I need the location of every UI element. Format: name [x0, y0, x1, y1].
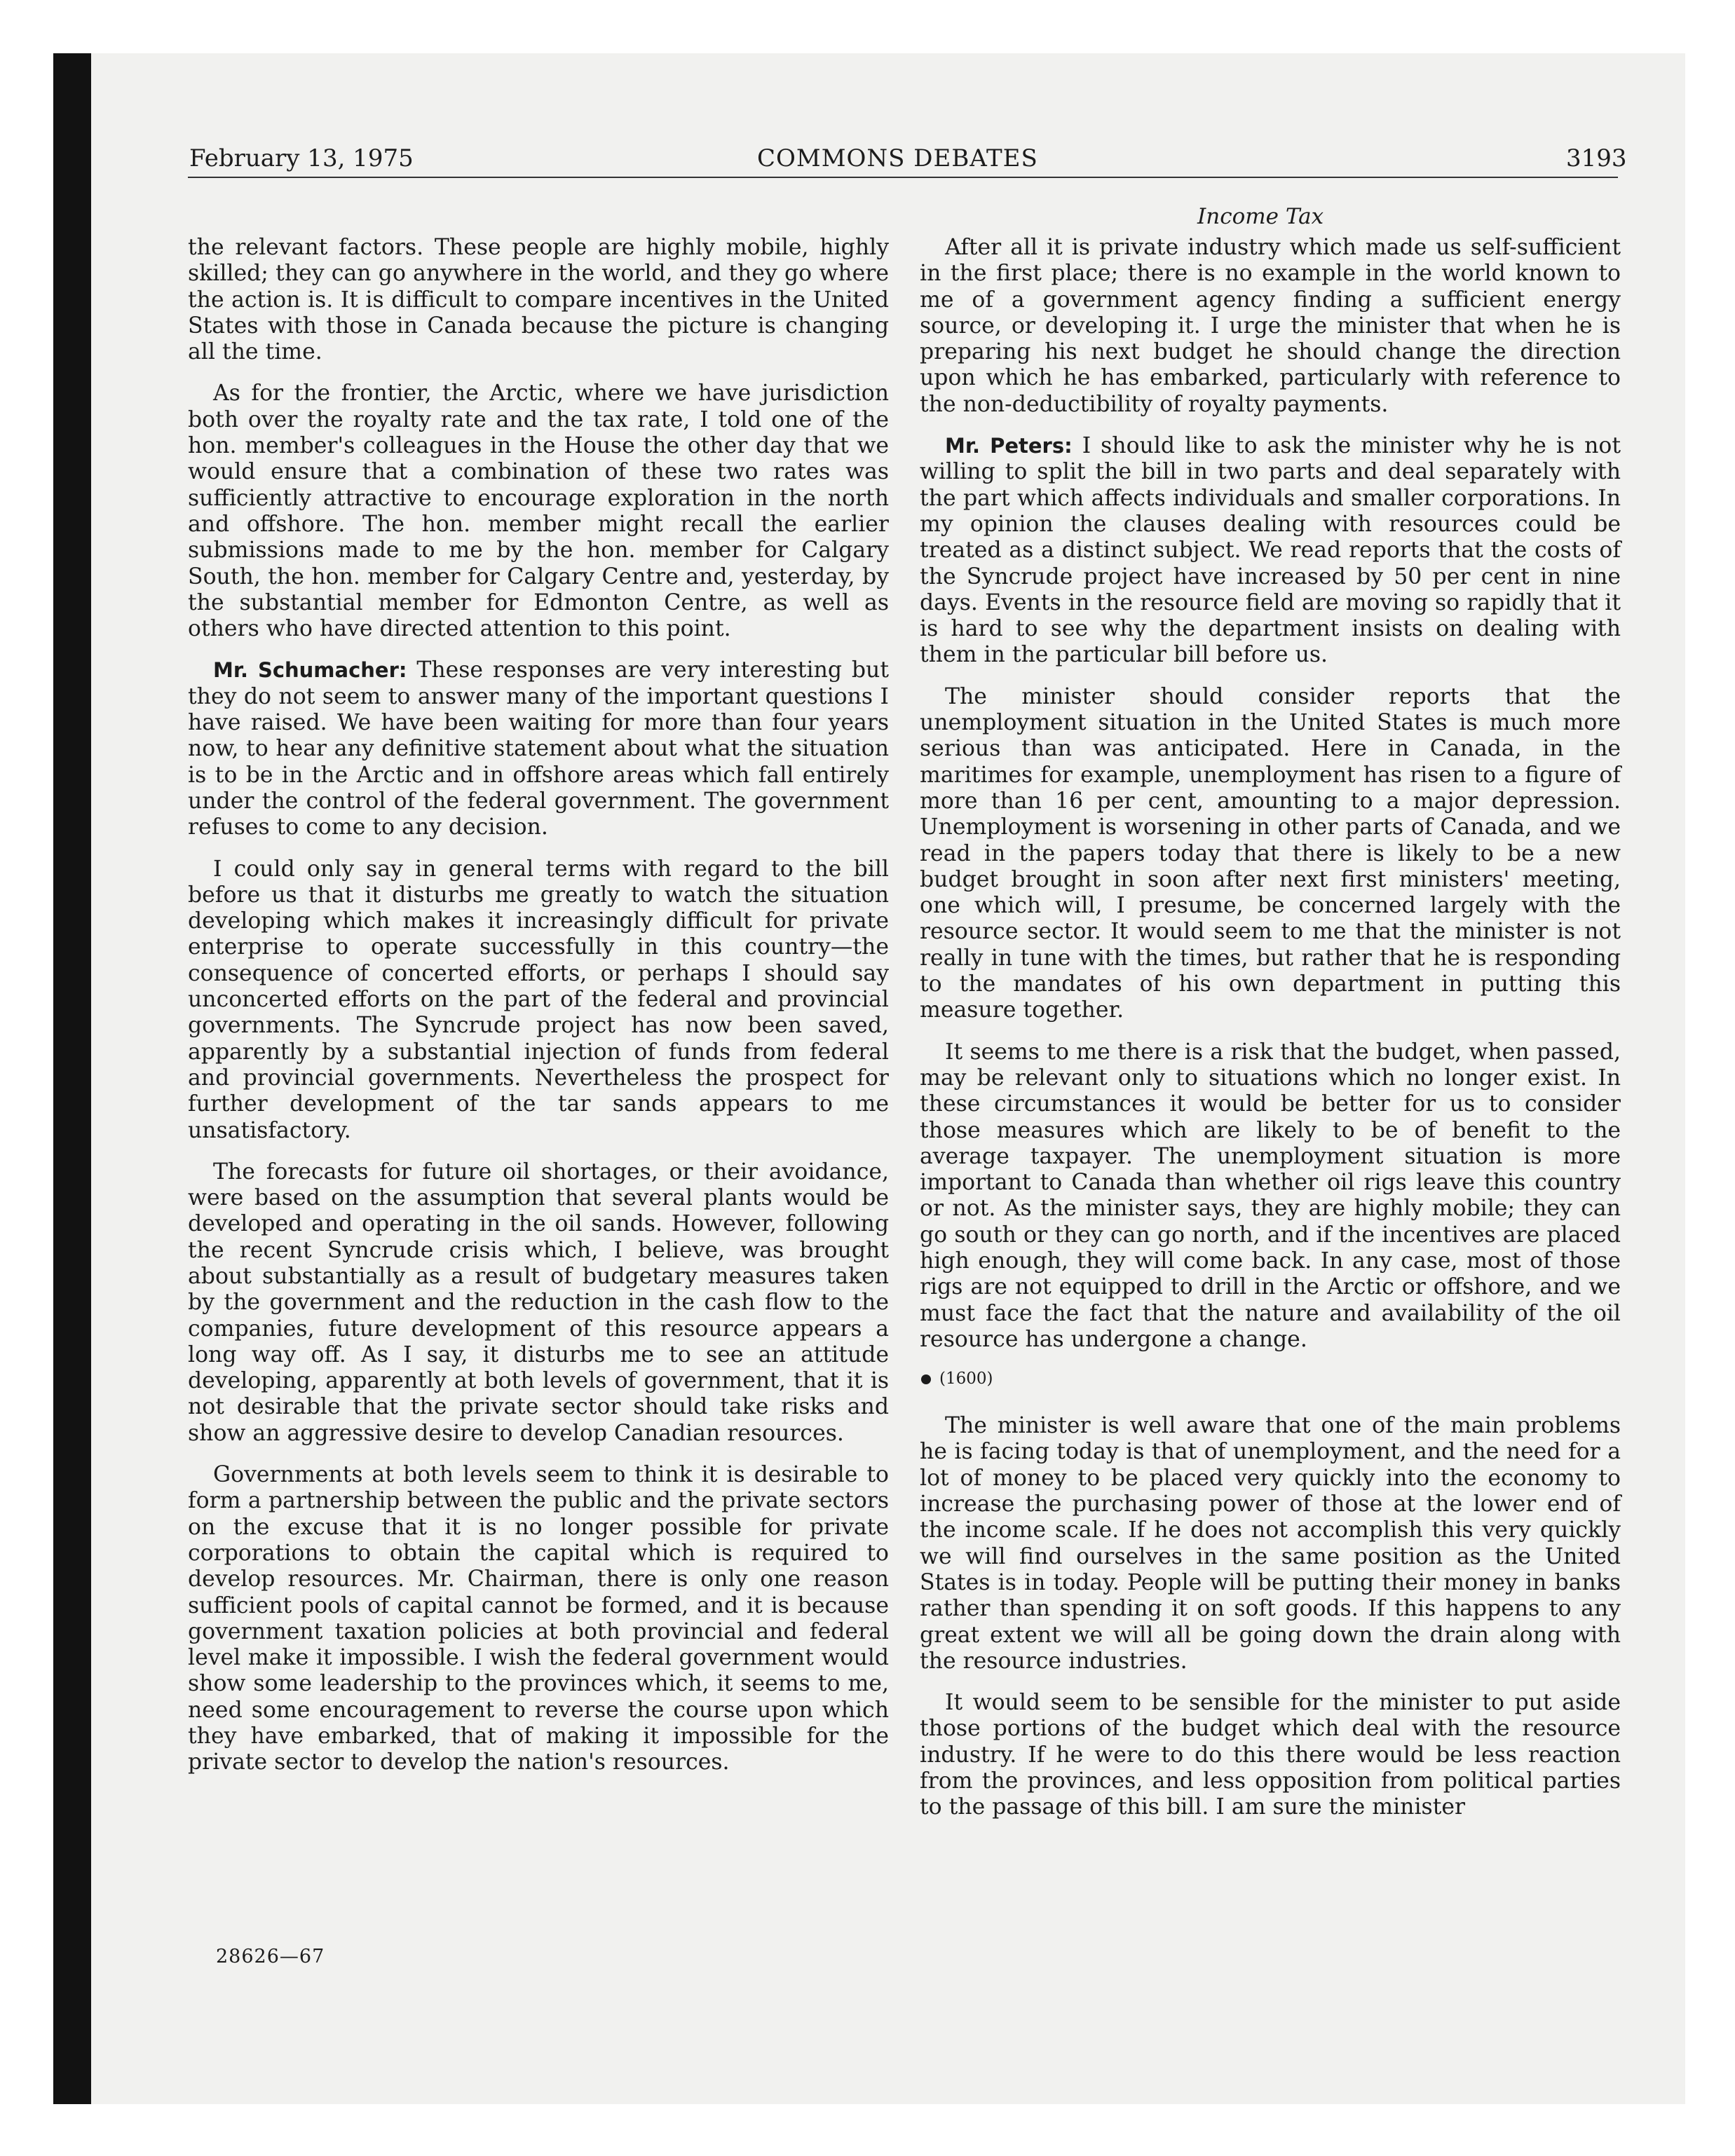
paragraph: After all it is private industry which made us self-sufficient in the first place; there is no example in the world known to me of a government agency finding a sufficient energy source, or developing it. I urge the minister that when he is preparing his next budget he should change the direction upon which he has embarked, particularly with reference to the non-deductibility of royalty payments.	[920, 235, 1621, 417]
speaker-name: Mr. Schumacher:	[213, 658, 407, 683]
footer-code: 28626—67	[216, 1946, 325, 1967]
right-column	[920, 235, 1621, 1836]
paragraph: the relevant factors. These people are highly mobile, highly skilled; they can go anywhere in the world, and they go where the action is. It is difficult to compare incentives in the United States with those in Canada because the picture is changing all the time.	[188, 235, 889, 365]
header-rule	[188, 177, 1618, 178]
speaker-name: Mr. Peters:	[945, 434, 1073, 458]
speech-paragraph	[920, 433, 1621, 669]
speech-text: I should like to ask the minister why he is not willing to split the bill in two parts and deal separately with the part which affects individuals and smaller corporations. In my opinion the clauses dealing with resources could be treated as a distinct subject. We read reports that the costs of the Syncrude project have increased by 50 per cent in nine days. Events in the resource field are moving so rapidly that it is hard to see why the department insists on dealing with them in the particular bill before us.	[920, 433, 1621, 668]
left-column	[188, 235, 889, 1792]
paragraph: The minister is well aware that one of the main problems he is facing today is that of unemployment, and the need for a lot of money to be placed very quickly into the economy to increase the purchasing power of those at the lower end of the income scale. If he does not accomplish this very quickly we will find ourselves in the same position as the United States is in today. People will be putting their money in banks rather than spending it on soft goods. If this happens to any great extent we will all be going down the drain along with the resource industries.	[920, 1413, 1621, 1674]
speech-paragraph	[188, 657, 889, 840]
paragraph: I could only say in general terms with regard to the bill before us that it disturbs me greatly to watch the situation developing which makes it increasingly difficult for private enterprise to operate successfully in this country—the consequence of concerted efforts, or perhaps I should say unconcerted efforts on the part of the federal and provincial governments. The Syncrude project has now been saved, apparently by a substantial injection of funds from federal and provincial governments. Nevertheless the prospect for further development of the tar sands appears to me unsatisfactory.	[188, 856, 889, 1143]
header-date: February 13, 1975	[189, 144, 414, 172]
paragraph: Governments at both levels seem to think it is desirable to form a partnership between the public and the private sectors on the excuse that it is no longer possible for private corporations to obtain the capital which is required to develop resources. Mr. Chairman, there is only one reason sufficient pools of capital cannot be formed, and it is because government taxation policies at both provincial and federal level make it impossible. I wish the federal government would show some leadership to the provinces which, it seems to me, need some encouragement to reverse the course upon which they have embarked, that of making it impossible for the private sector to develop the nation's resources.	[188, 1462, 889, 1775]
bullet-icon	[921, 1374, 931, 1384]
paragraph: It would seem to be sensible for the minister to put aside those portions of the budget which deal with the resource industry. If he were to do this there would be less reaction from the provinces, and less opposition from political parties to the passage of this bill. I am sure the minister	[920, 1690, 1621, 1820]
paragraph: It seems to me there is a risk that the budget, when passed, may be relevant only to situations which no longer exist. In these circumstances it would be better for us to consider those measures which are likely to be of benefit to the average taxpayer. The unemployment situation is more important to Canada than whether oil rigs leave this country or not. As the minister says, they are highly mobile; they can go south or they can go north, and if the incentives are placed high enough, they will come back. In any case, most of those rigs are not equipped to drill in the Arctic or offshore, and we must face the fact that the nature and availability of the oil resource has undergone a change.	[920, 1039, 1621, 1352]
header-page-number: 3193	[1566, 144, 1627, 172]
paragraph: The minister should consider reports that the unemployment situation in the United States is much more serious than was anticipated. Here in Canada, in the maritimes for example, unemployment has risen to a figure of more than 16 per cent, amounting to a major depression. Unemployment is worsening in other parts of Canada, and we read in the papers today that there is likely to be a new budget brought in soon after next first ministers' meeting, one which will, I presume, be concerned largely with the resource sector. It would seem to me that the minister is not really in tune with the times, but rather that he is responding to the mandates of his own department in putting this measure together.	[920, 683, 1621, 1023]
speech-text: These responses are very interesting but they do not seem to answer many of the important questions I have raised. We have been waiting for more than four years now, to hear any definitive statement about what the situation is to be in the Arctic and in offshore areas which fall entirely under the control of the federal government. The government refuses to come to any decision.	[188, 657, 890, 840]
scan-binding-edge	[53, 53, 91, 2104]
timestamp-marker	[920, 1368, 1621, 1389]
header-title: COMMONS DEBATES	[757, 144, 1038, 172]
paragraph: The forecasts for future oil shortages, or their avoidance, were based on the assumption that several plants would be developed and operating in the oil sands. However, following the recent Syncrude crisis which, I believe, was brought about substantially as a result of budgetary measures taken by the government and the reduction in the cash flow to the companies, future development of this resource appears a long way off. As I say, it disturbs me to see an attitude developing, apparently at both levels of government, that it is not desirable that the private sector should take risks and show an aggressive desire to develop Canadian resources.	[188, 1159, 889, 1446]
timestamp-text: (1600)	[939, 1370, 993, 1389]
running-head: Income Tax	[1197, 204, 1324, 229]
paragraph: As for the frontier, the Arctic, where we have jurisdiction both over the royalty rate and the tax rate, I told one of the hon. member's colleagues in the House the other day that we would ensure that a combination of these two rates was sufficiently attractive to encourage exploration in the north and offshore. The hon. member might recall the earlier submissions made to me by the hon. member for Calgary South, the hon. member for Calgary Centre and, yesterday, by the substantial member for Edmonton Centre, as well as others who have directed attention to this point.	[188, 381, 889, 642]
